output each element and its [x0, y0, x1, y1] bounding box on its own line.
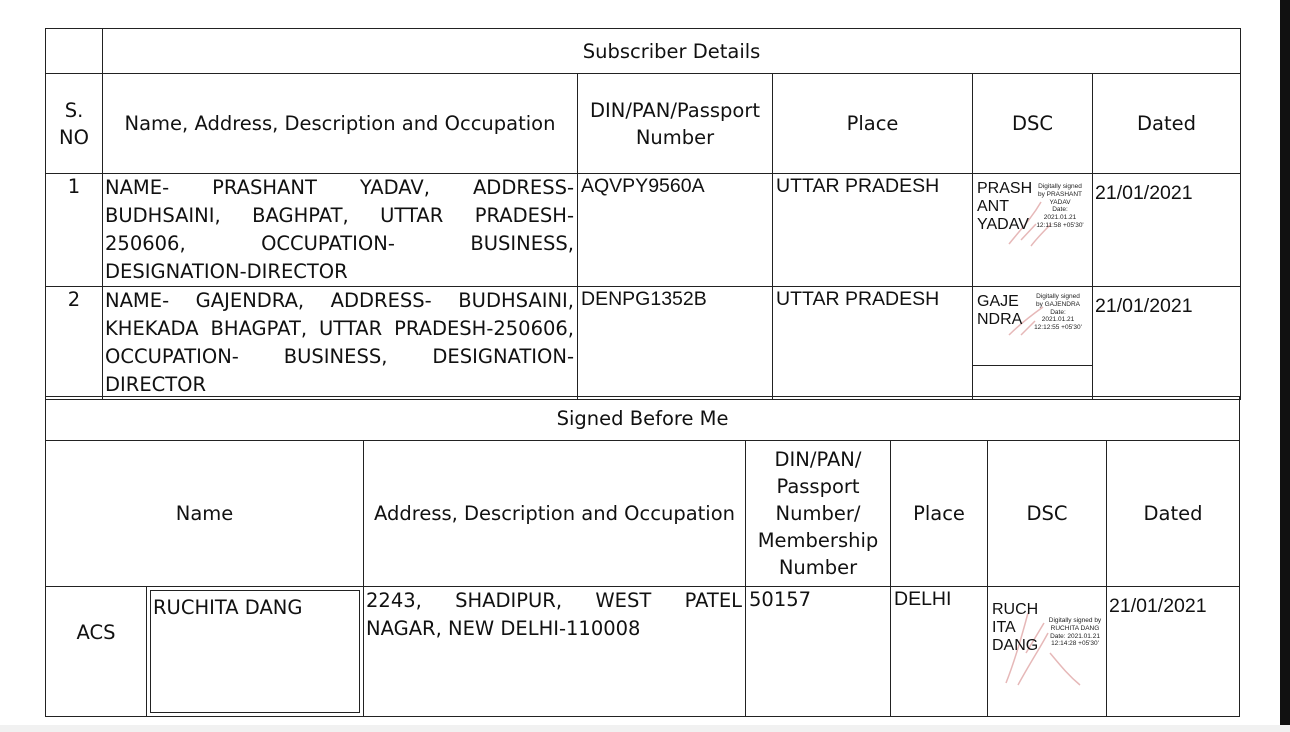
dsc-signer-name: PRASH ANT YADAV [977, 180, 1033, 233]
dsc-divider [973, 365, 1092, 366]
row-sno: 2 [46, 287, 103, 400]
row-place: UTTAR PRADESH [773, 174, 973, 287]
witness-dated: 21/01/2021 [1107, 587, 1240, 717]
header-din-membership: DIN/PAN/ Passport Number/ Membership Number [746, 441, 891, 587]
witness-designation: ACS [46, 587, 147, 717]
dsc-signature-meta: Digitally signed by RUCHITA DANG Date: 2021.01.21 12:14:28 +05'30' [1048, 617, 1102, 648]
row-details: NAME- GAJENDRA, ADDRESS- BUDHSAINI, KHEKADA BHAGPAT, UTTAR PRADESH-250606, OCCUPATION- BUSINESS, DESIGNATION-DIRECTOR [103, 287, 578, 400]
table-row [46, 287, 1241, 400]
subscriber-details-table [45, 28, 1241, 400]
signed-before-me-table [45, 396, 1240, 717]
row-dated: 21/01/2021 [1093, 287, 1241, 400]
dsc-cell [988, 587, 1107, 717]
header-dsc: DSC [973, 74, 1093, 174]
header-dated: Dated [1093, 74, 1241, 174]
dsc-signer-name: RUCH ITA DANG [992, 601, 1039, 654]
row-details: NAME- PRASHANT YADAV, ADDRESS- BUDHSAINI, BAGHPAT, UTTAR PRADESH-250606, OCCUPATION- BUSINESS, DESIGNATION-DIRECTOR [103, 174, 578, 287]
page-bottom-margin [0, 725, 1290, 732]
subscriber-section-title: Subscriber Details [103, 29, 1241, 74]
dsc-signature-meta: Digitally signed by PRASHANT YADAV Date: 2021.01.21 12:11:58 +05'30' [1036, 183, 1084, 229]
header-dated: Dated [1107, 441, 1240, 587]
header-sno: S. NO [46, 74, 103, 174]
witness-din: 50157 [746, 587, 891, 717]
witness-name-box [150, 590, 360, 713]
page-edge-shadow [1280, 0, 1290, 732]
row-din: AQVPY9560A [578, 174, 773, 287]
witness-place: DELHI [891, 587, 988, 717]
header-din: DIN/PAN/Passport Number [578, 74, 773, 174]
witness-section-title: Signed Before Me [46, 397, 1240, 441]
header-place: Place [773, 74, 973, 174]
header-dsc: DSC [988, 441, 1107, 587]
row-place: UTTAR PRADESH [773, 287, 973, 400]
row-dated: 21/01/2021 [1093, 174, 1241, 287]
table-row [46, 174, 1241, 287]
dsc-cell [973, 174, 1093, 287]
dsc-signer-name: GAJE NDRA [977, 293, 1023, 328]
row-sno: 1 [46, 174, 103, 287]
row-din: DENPG1352B [578, 287, 773, 400]
witness-address: 2243, SHADIPUR, WEST PATEL NAGAR, NEW DELHI-110008 [364, 587, 746, 717]
witness-name-cell [147, 587, 364, 717]
header-name: Name [46, 441, 364, 587]
blank-corner-cell [46, 29, 103, 74]
header-address: Address, Description and Occupation [364, 441, 746, 587]
dsc-cell [973, 287, 1093, 400]
witness-name: RUCHITA DANG [153, 596, 303, 619]
header-name-address: Name, Address, Description and Occupation [103, 74, 578, 174]
dsc-signature-meta: Digitally signed by GAJENDRA Date: 2021.01.21 12:12:55 +05'30' [1034, 293, 1082, 332]
table-row [46, 587, 1240, 717]
header-place: Place [891, 441, 988, 587]
